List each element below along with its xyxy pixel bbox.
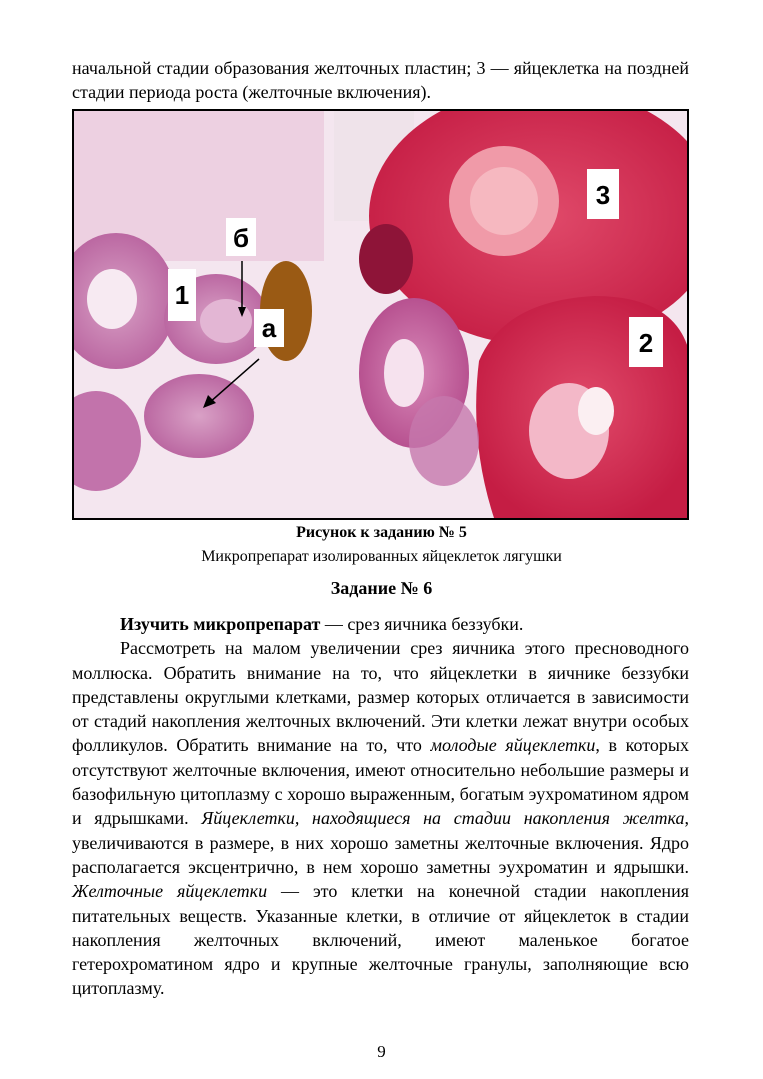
task-body (72, 612, 689, 1001)
paragraph-1-rest: — срез яичника беззубки. (320, 614, 524, 634)
page-number: 9 (377, 1042, 386, 1061)
paragraph-1-bold: Изучить микропрепарат (120, 614, 321, 634)
label-1: 1 (174, 280, 190, 310)
figure-caption: Микропрепарат изолированных яйцеклеток лягушки (201, 548, 562, 565)
p2-italic-2: Яйцеклетки, находящиеся на стадии накопления желтка (201, 808, 685, 829)
micrograph-image (74, 111, 687, 518)
paragraph-2 (72, 636, 689, 1000)
label-b: б (232, 223, 250, 253)
p2-text-d: — это клетки на конечной стадии накопления питательных веществ. Указанные клетки, в отличие от яйцеклеток в стадии накопления желточных включений, имеют маленькое богатое гетерохроматином ядро и крупные желточные гранулы, заполняющие всю цитоплазму. (72, 881, 689, 999)
task-title: Задание № 6 (330, 578, 433, 598)
small-dark-cell (359, 224, 413, 294)
p2-text-c: , увеличиваются в размере, в них хорошо заметны желточные включения. Ядро располагается эксцентрично, в нем хорошо заметны эухроматин и ядрышки. (72, 808, 689, 877)
micrograph-figure (72, 109, 689, 520)
label-a: а (261, 313, 277, 343)
label-3: 3 (595, 180, 611, 210)
p2-text-a: Рассмотреть на малом увеличении срез яичника этого пресноводного моллюска. Обратить внимание на то, что яйцеклетки в яичнике беззубки представлены округлыми клетками, размер которых отличается в зависимости от стадий накопления желточных включений. Эти клетки лежат внутри особых фолликулов. Обратить внимание на то, что (72, 638, 689, 756)
paragraph-1 (72, 612, 689, 636)
p2-text-b: , в которых отсутствуют желточные включения, имеют относительно небольшие размеры и базофильную цитоплазму с хорошо выраженным, богатым эухроматином ядром и ядрышками. (72, 735, 689, 829)
p2-italic-1: молодые яйцеклетки (430, 735, 596, 756)
label-2: 2 (638, 328, 654, 358)
intro-paragraph: начальной стадии образования желточных пластин; 3 — яйцеклетка на поздней стадии периода роста (желточные включения). (72, 58, 689, 103)
figure-caption-title: Рисунок к заданию № 5 (296, 524, 467, 541)
oocyte-a (144, 374, 254, 458)
p2-italic-3: Желточные яйцеклетки (72, 881, 268, 902)
